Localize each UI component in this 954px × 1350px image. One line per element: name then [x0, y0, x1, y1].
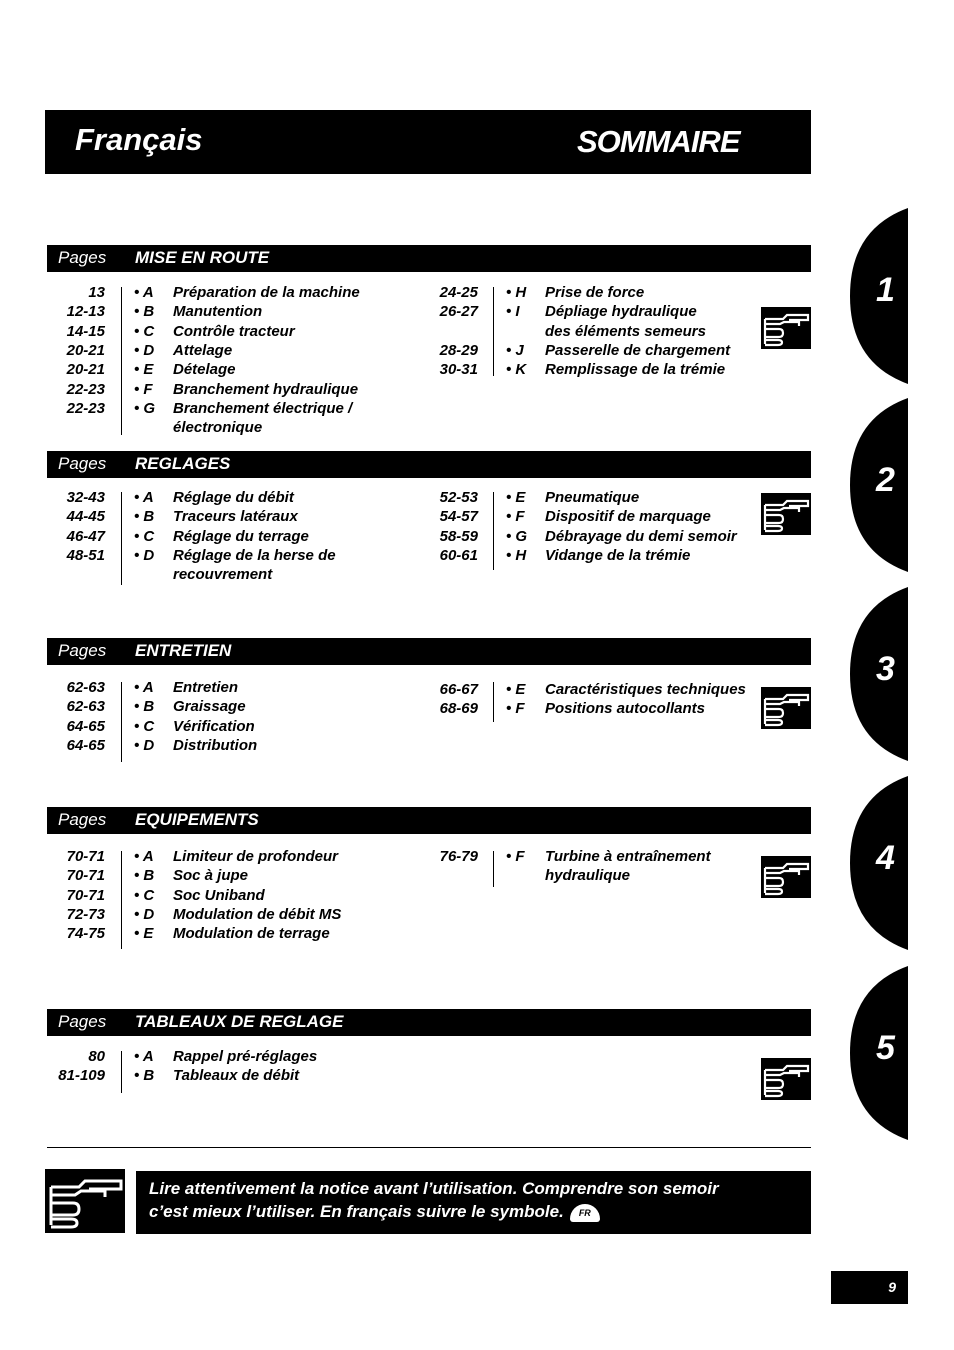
item-letter: • K: [506, 361, 527, 379]
item-letter: • A: [134, 679, 154, 696]
page-range: 62-63: [66, 698, 105, 716]
page-range: 76-79: [439, 848, 478, 865]
item-letter: • A: [134, 489, 154, 506]
item-letter: • G: [134, 399, 156, 417]
item-letter: • C: [134, 717, 155, 735]
item-label: Contrôle tracteur: [173, 322, 295, 340]
item-label: Turbine à entraînement: [545, 848, 711, 865]
item-label: Rappel pré-réglages: [173, 1048, 318, 1065]
page-range: 70-71: [66, 848, 105, 865]
item-label: Branchement hydraulique: [173, 380, 359, 398]
chapter-tab: [850, 398, 954, 572]
section-title: REGLAGES: [135, 454, 231, 473]
column-divider: [493, 287, 494, 376]
page-range: 70-71: [66, 886, 105, 904]
page-number: 9: [888, 1279, 896, 1295]
chapter-tab-number: 3: [876, 650, 895, 688]
item-letter: • E: [506, 681, 526, 698]
item-label: Réglage du terrage: [173, 527, 309, 545]
chapter-tab-number: 1: [876, 271, 895, 309]
pages-label: Pages: [58, 810, 107, 829]
section-title: EQUIPEMENTS: [135, 810, 259, 829]
pointing-hand-icon: [45, 1169, 125, 1233]
column-divider: [493, 492, 494, 570]
chapter-tab: [850, 966, 954, 1140]
page-range: 22-23: [66, 399, 105, 417]
item-label: Soc à jupe: [173, 867, 249, 885]
item-letter: • A: [134, 1048, 154, 1065]
notice-line-2: [149, 1202, 600, 1222]
title-banner: [45, 110, 811, 174]
item-label: Caractéristiques techniques: [545, 681, 746, 698]
item-label: Passerelle de chargement: [545, 341, 731, 359]
page-range: 80: [88, 1048, 105, 1065]
column-divider: [121, 851, 122, 949]
item-label: des éléments semeurs: [545, 322, 706, 340]
page-range: 22-23: [66, 380, 105, 398]
item-letter: • D: [134, 546, 155, 564]
item-label: Branchement électrique /: [173, 399, 353, 417]
pointing-hand-icon: [761, 856, 811, 898]
chapter-tab-number: 2: [876, 461, 895, 499]
pointing-hand-icon: [761, 307, 811, 349]
page-range: 30-31: [439, 361, 478, 379]
item-label: Positions autocollants: [545, 700, 706, 718]
page-range: 13: [88, 284, 105, 301]
item-letter: • J: [506, 341, 524, 359]
item-letter: • F: [134, 380, 153, 398]
column-divider: [121, 287, 122, 435]
section-bar: [47, 807, 811, 834]
item-letter: • B: [134, 698, 155, 716]
pointing-hand-icon: [761, 1058, 811, 1100]
item-label: Manutention: [173, 303, 263, 321]
item-letter: • C: [134, 886, 155, 904]
pointing-hand-icon: [761, 493, 811, 535]
item-letter: • C: [134, 322, 155, 340]
item-letter: • D: [134, 341, 155, 359]
page-range: 20-21: [66, 361, 105, 379]
item-label: Distribution: [173, 736, 258, 754]
column-divider: [121, 682, 122, 762]
pages-label: Pages: [58, 1012, 107, 1031]
item-label: Remplissage de la trémie: [545, 361, 726, 379]
chapter-tab-number: 5: [876, 1029, 895, 1067]
item-letter: • G: [506, 527, 528, 545]
page-range: 32-43: [66, 489, 105, 506]
chapter-tab: [850, 776, 954, 950]
page-range: 58-59: [439, 527, 478, 545]
divider: [47, 1147, 811, 1148]
section-bar: [47, 451, 811, 478]
item-label: Dépliage hydraulique: [545, 303, 697, 321]
item-label: Entretien: [173, 679, 239, 696]
page-range: 24-25: [439, 284, 478, 301]
item-label: Dételage: [173, 361, 236, 379]
item-label: Modulation de terrage: [173, 925, 330, 943]
item-label: Attelage: [173, 341, 233, 359]
item-label: Réglage de la herse de: [173, 546, 336, 564]
column-divider: [493, 851, 494, 887]
item-letter: • D: [134, 905, 155, 923]
section-bar: [47, 638, 811, 665]
section-title: TABLEAUX DE REGLAGE: [135, 1012, 344, 1031]
section-bar: [47, 245, 811, 272]
item-letter: • A: [134, 284, 154, 301]
chapter-tab: [850, 587, 954, 761]
item-label: Préparation de la machine: [173, 284, 360, 301]
page-range: 68-69: [439, 700, 478, 718]
item-letter: • A: [134, 848, 154, 865]
item-label: Traceurs latéraux: [173, 508, 298, 526]
column-divider: [121, 492, 122, 585]
item-letter: • F: [506, 700, 525, 718]
page-range: 26-27: [439, 303, 478, 321]
item-label: recouvrement: [173, 566, 273, 584]
item-letter: • H: [506, 546, 527, 564]
item-label: hydraulique: [545, 867, 631, 885]
item-letter: • B: [134, 867, 155, 885]
item-letter: • B: [134, 303, 155, 321]
item-letter: • H: [506, 284, 527, 301]
item-letter: • I: [506, 303, 520, 321]
section-bar: [47, 1009, 811, 1036]
item-label: Vidange de la trémie: [545, 546, 691, 564]
item-label: Prise de force: [545, 284, 645, 301]
item-letter: • E: [506, 489, 526, 506]
page-number-box: [831, 1271, 908, 1304]
page-range: 48-51: [66, 546, 105, 564]
page-range: 60-61: [439, 546, 478, 564]
item-label: Vérification: [173, 717, 255, 735]
item-label: Réglage du débit: [173, 489, 294, 506]
page-range: 72-73: [66, 905, 105, 923]
notice-line-2-text: c’est mieux l’utiliser. En français suivre le symbole.: [149, 1202, 564, 1221]
page-range: 54-57: [439, 508, 478, 526]
section-title: ENTRETIEN: [135, 641, 232, 660]
page-range: 70-71: [66, 867, 105, 885]
pages-label: Pages: [58, 248, 107, 267]
page-range: 14-15: [66, 322, 105, 340]
column-divider: [493, 682, 494, 722]
item-label: Modulation de débit MS: [173, 905, 342, 923]
notice-line-1: Lire attentivement la notice avant l’utilisation. Comprendre son semoir: [149, 1179, 719, 1198]
pointing-hand-icon: [761, 687, 811, 729]
language-title: Français: [75, 122, 203, 157]
page-title: SOMMAIRE: [577, 124, 740, 159]
item-letter: • B: [134, 1067, 155, 1085]
item-label: Dispositif de marquage: [545, 508, 711, 526]
page-range: 28-29: [439, 341, 478, 359]
page-range: 62-63: [66, 679, 105, 696]
item-letter: • E: [134, 925, 154, 943]
fr-symbol-icon: FR: [570, 1204, 600, 1222]
page-range: 81-109: [58, 1067, 105, 1085]
item-label: Débrayage du demi semoir: [545, 527, 737, 545]
item-letter: • F: [506, 848, 525, 865]
chapter-tab-number: 4: [876, 839, 895, 877]
pages-label: Pages: [58, 641, 107, 660]
page-range: 66-67: [439, 681, 478, 698]
chapter-tab: [850, 208, 954, 384]
reading-notice: [136, 1171, 811, 1234]
item-label: Pneumatique: [545, 489, 640, 506]
item-letter: • C: [134, 527, 155, 545]
item-label: Soc Uniband: [173, 886, 265, 904]
page-range: 20-21: [66, 341, 105, 359]
item-letter: • F: [506, 508, 525, 526]
page-range: 64-65: [66, 717, 105, 735]
item-letter: • E: [134, 361, 154, 379]
item-letter: • B: [134, 508, 155, 526]
item-letter: • D: [134, 736, 155, 754]
item-label: électronique: [173, 419, 263, 437]
page-range: 64-65: [66, 736, 105, 754]
page-range: 44-45: [66, 508, 105, 526]
item-label: Tableaux de débit: [173, 1067, 300, 1085]
item-label: Limiteur de profondeur: [173, 848, 338, 865]
pages-label: Pages: [58, 454, 107, 473]
page-range: 52-53: [439, 489, 478, 506]
column-divider: [121, 1051, 122, 1093]
item-label: Graissage: [173, 698, 246, 716]
page-range: 12-13: [66, 303, 105, 321]
page-range: 74-75: [66, 925, 105, 943]
section-title: MISE EN ROUTE: [135, 248, 270, 267]
page-range: 46-47: [66, 527, 105, 545]
